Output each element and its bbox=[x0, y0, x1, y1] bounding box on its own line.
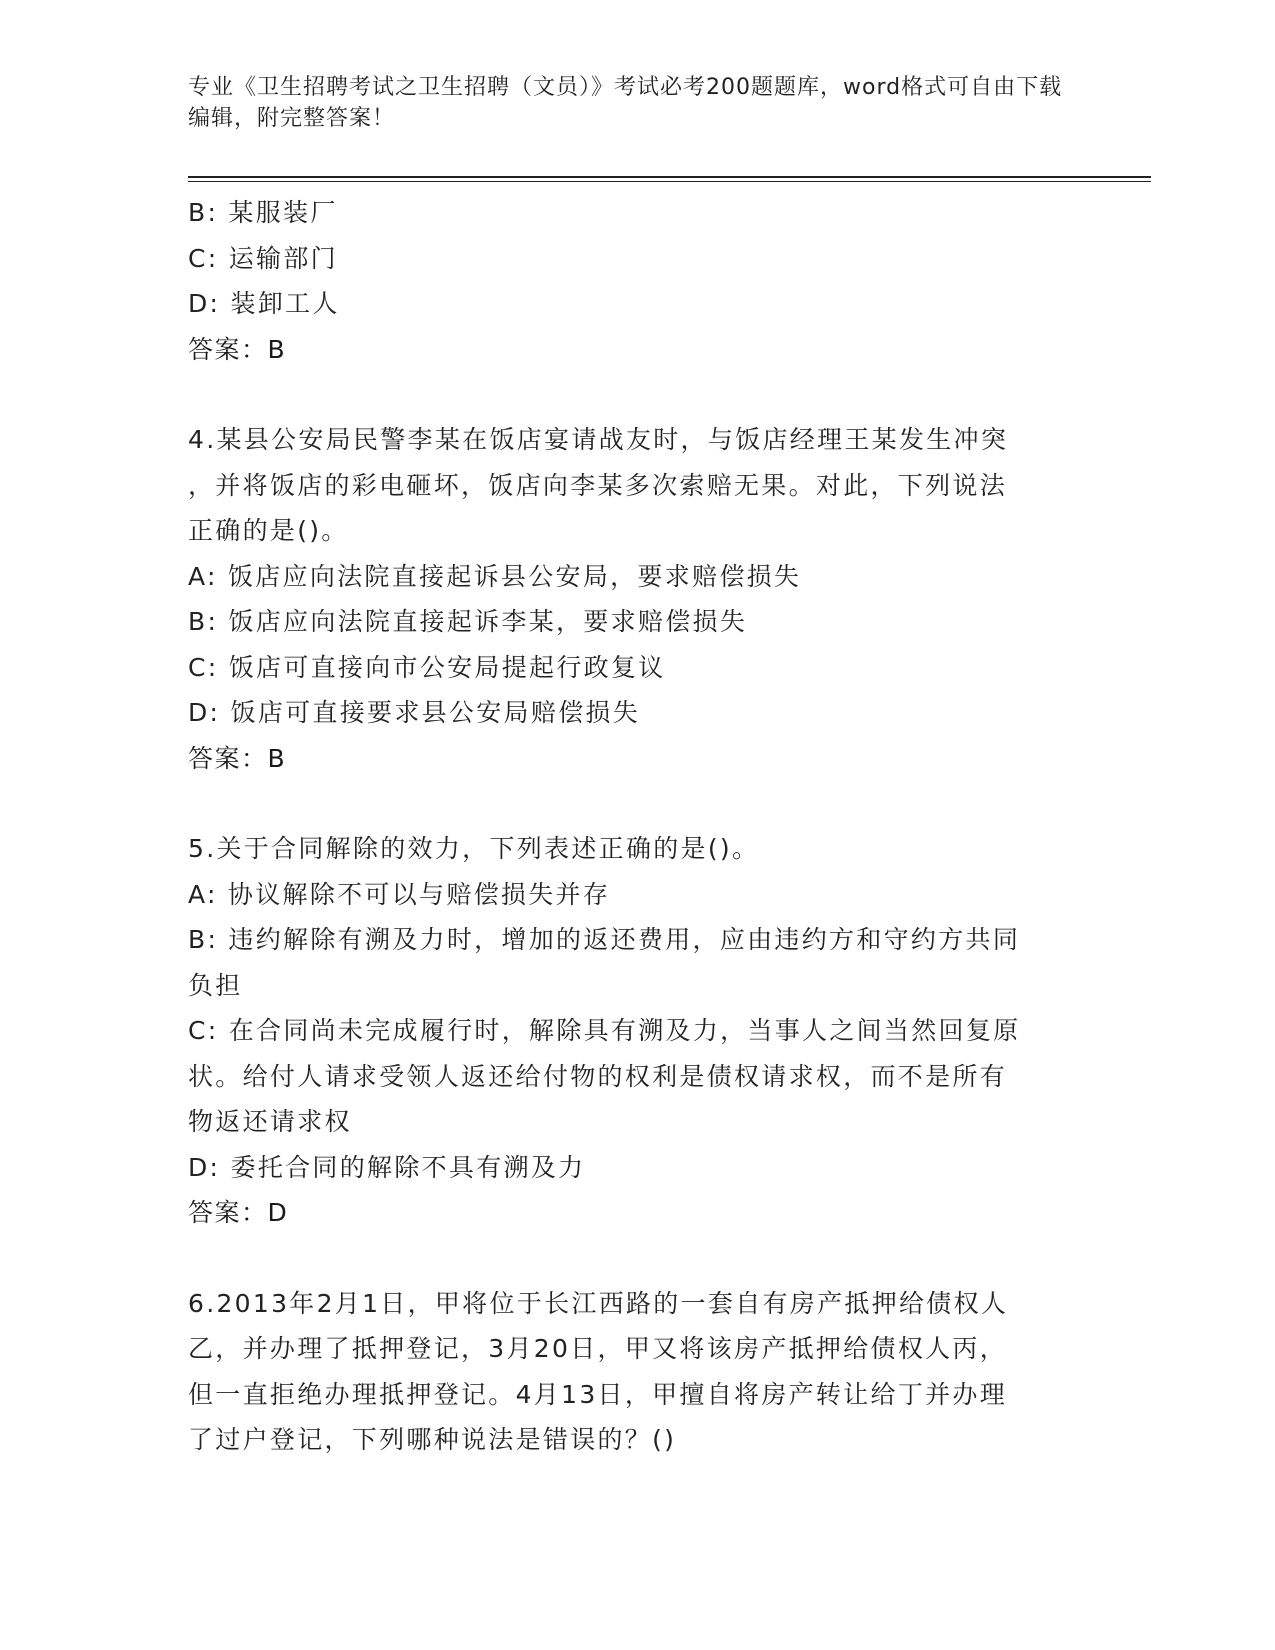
question-content bbox=[188, 190, 1078, 1463]
question-4 bbox=[188, 417, 1078, 781]
spacer bbox=[188, 1236, 1078, 1281]
q5-stem-line-1: 5.关于合同解除的效力，下列表述正确的是()。 bbox=[188, 834, 760, 863]
header-divider-thin bbox=[188, 181, 1151, 182]
q4-stem-line-3: 正确的是()。 bbox=[188, 516, 349, 545]
q5-answer: 答案：D bbox=[188, 1198, 289, 1227]
q5-option-a: A: 协议解除不可以与赔偿损失并存 bbox=[188, 879, 611, 909]
document-header: 专业《卫生招聘考试之卫生招聘（文员）》考试必考200题题库，word格式可自由下载编辑，附完整答案！ bbox=[188, 75, 1063, 131]
q6-stem-line-4: 了过户登记，下列哪种说法是错误的？() bbox=[188, 1425, 677, 1454]
q4-option-d: D: 饭店可直接要求县公安局赔偿损失 bbox=[188, 698, 641, 727]
q3-option-b: B: 某服装厂 bbox=[188, 198, 338, 227]
question-5 bbox=[188, 826, 1078, 1236]
q5-option-c-line-1: C: 在合同尚未完成履行时，解除具有溯及力，当事人之间当然回复原 bbox=[188, 1016, 1021, 1045]
spacer bbox=[188, 372, 1078, 417]
q6-stem-line-1: 6.2013年2月1日，甲将位于长江西路的一套自有房产抵押给债权人 bbox=[188, 1288, 1009, 1318]
q5-option-d: D: 委托合同的解除不具有溯及力 bbox=[188, 1152, 586, 1182]
question-6 bbox=[188, 1281, 1078, 1463]
q3-answer: 答案：B bbox=[188, 334, 287, 364]
q4-stem-line-2: ，并将饭店的彩电砸坏，饭店向李某多次索赔无果。对此，下列说法 bbox=[188, 470, 1008, 500]
q4-stem-line-1: 4.某县公安局民警李某在饭店宴请战友时，与饭店经理王某发生冲突 bbox=[188, 425, 1009, 454]
question-3-tail bbox=[188, 190, 1078, 372]
header-divider-thick bbox=[188, 176, 1151, 178]
q5-option-c-line-3: 物返还请求权 bbox=[188, 1107, 352, 1136]
q3-option-d: D: 装卸工人 bbox=[188, 289, 340, 318]
q5-option-c-line-2: 状。给付人请求受领人返还给付物的权利是债权请求权，而不是所有 bbox=[188, 1061, 1008, 1091]
q4-option-a: A: 饭店应向法院直接起诉县公安局，要求赔偿损失 bbox=[188, 561, 802, 591]
q5-option-b-line-2: 负担 bbox=[188, 970, 243, 1000]
q4-option-c: C: 饭店可直接向市公安局提起行政复议 bbox=[188, 652, 666, 682]
q5-option-b-line-1: B: 违约解除有溯及力时，增加的返还费用，应由违约方和守约方共同 bbox=[188, 925, 1021, 954]
q6-stem-line-2: 乙，并办理了抵押登记，3月20日，甲又将该房产抵押给债权人丙， bbox=[188, 1334, 1008, 1363]
q3-option-c: C: 运输部门 bbox=[188, 243, 338, 273]
spacer bbox=[188, 781, 1078, 826]
q4-option-b: B: 饭店应向法院直接起诉李某，要求赔偿损失 bbox=[188, 607, 748, 636]
q4-answer: 答案：B bbox=[188, 743, 287, 773]
q6-stem-line-3: 但一直拒绝办理抵押登记。4月13日，甲擅自将房产转让给丁并办理 bbox=[188, 1379, 1008, 1409]
